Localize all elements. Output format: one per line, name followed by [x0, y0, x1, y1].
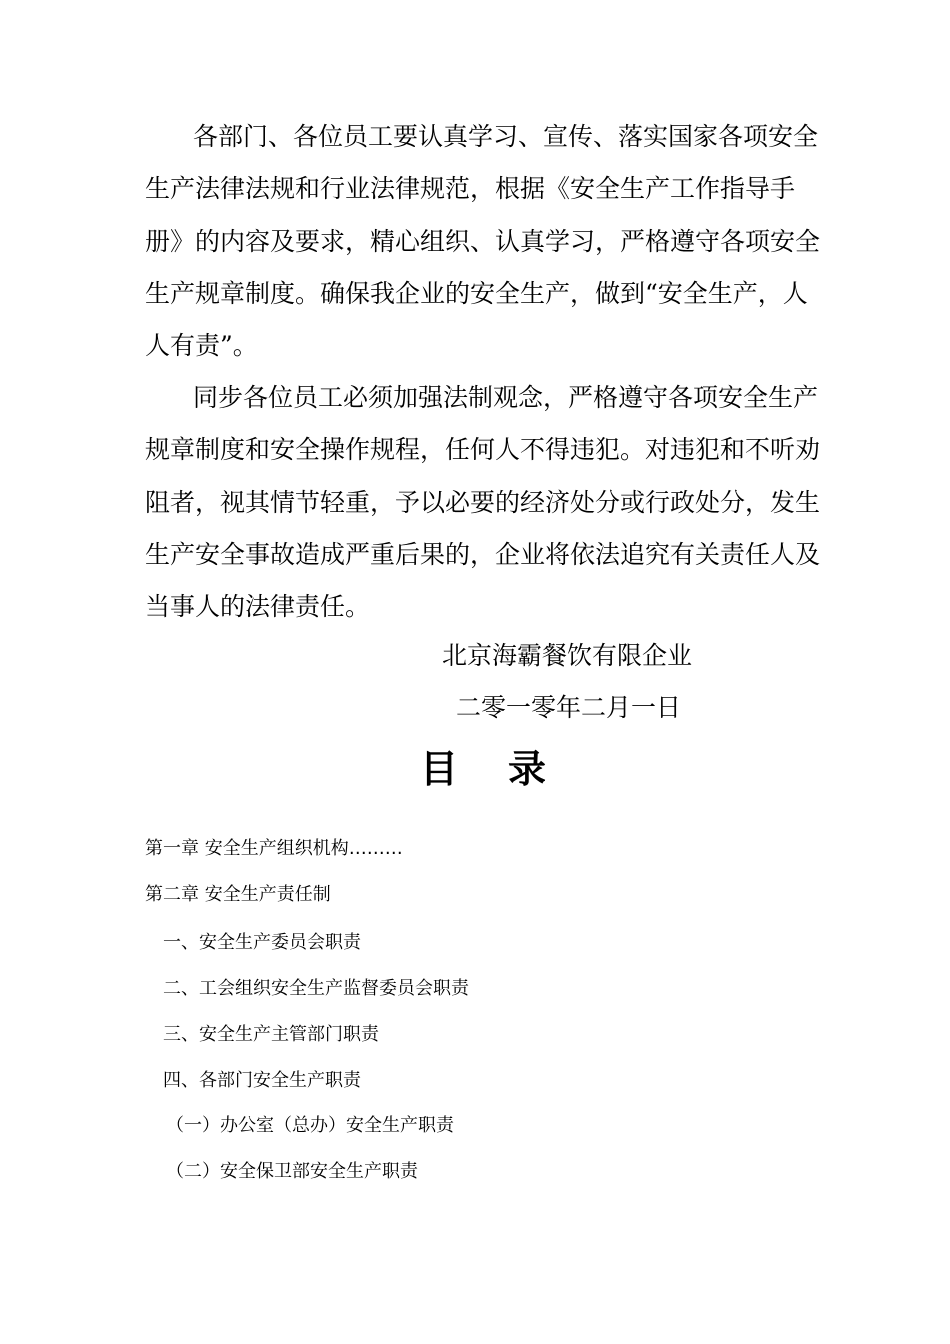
paragraph-line: 人有责”。: [145, 331, 258, 361]
paragraph-line: 阻者，视其情节轻重，予以必要的经济处分或行政处分，发生: [145, 487, 821, 517]
toc-item[interactable]: 第一章 安全生产组织机构………: [145, 838, 403, 859]
paragraph-line: 同步各位员工必须加强法制观念，严格遵守各项安全生产: [193, 383, 819, 412]
paragraph-line: 生产法律法规和行业法律规范，根据《安全生产工作指导手: [145, 174, 796, 204]
paragraph-line: 生产安全事故造成严重后果的，企业将依法追究有关责任人及: [145, 539, 821, 569]
toc-item[interactable]: 一、安全生产委员会职责: [163, 932, 361, 953]
paragraph-line: 规章制度和安全操作规程，任何人不得违犯。对违犯和不听劝: [145, 435, 821, 465]
toc-title-char: 录: [508, 747, 547, 791]
toc-item[interactable]: 三、安全生产主管部门职责: [163, 1024, 379, 1045]
paragraph-line: 册》的内容及要求，精心组织、认真学习，严格遵守各项安全: [145, 226, 821, 256]
paragraph-2: [145, 372, 821, 633]
paragraph-line: 生产规章制度。确保我企业的安全生产，做到“安全生产，人: [145, 278, 808, 308]
toc-title: [420, 738, 546, 793]
toc-item[interactable]: 四、各部门安全生产职责: [163, 1070, 361, 1091]
signature-date: 二零一零年二月一日: [456, 693, 682, 722]
toc-item[interactable]: （二）安全保卫部安全生产职责: [166, 1161, 418, 1182]
toc-item[interactable]: 第二章 安全生产责任制: [145, 884, 331, 905]
paragraph-1: [145, 111, 821, 372]
toc-item[interactable]: （一）办公室（总办）安全生产职责: [166, 1115, 454, 1136]
signature-company: 北京海霸餐饮有限企业: [442, 641, 693, 670]
paragraph-line: 当事人的法律责任。: [145, 592, 371, 622]
toc-item[interactable]: 二、工会组织安全生产监督委员会职责: [163, 978, 469, 999]
toc-title-char: 目: [420, 747, 459, 791]
paragraph-line: 各部门、各位员工要认真学习、宣传、落实国家各项安全: [193, 122, 819, 151]
